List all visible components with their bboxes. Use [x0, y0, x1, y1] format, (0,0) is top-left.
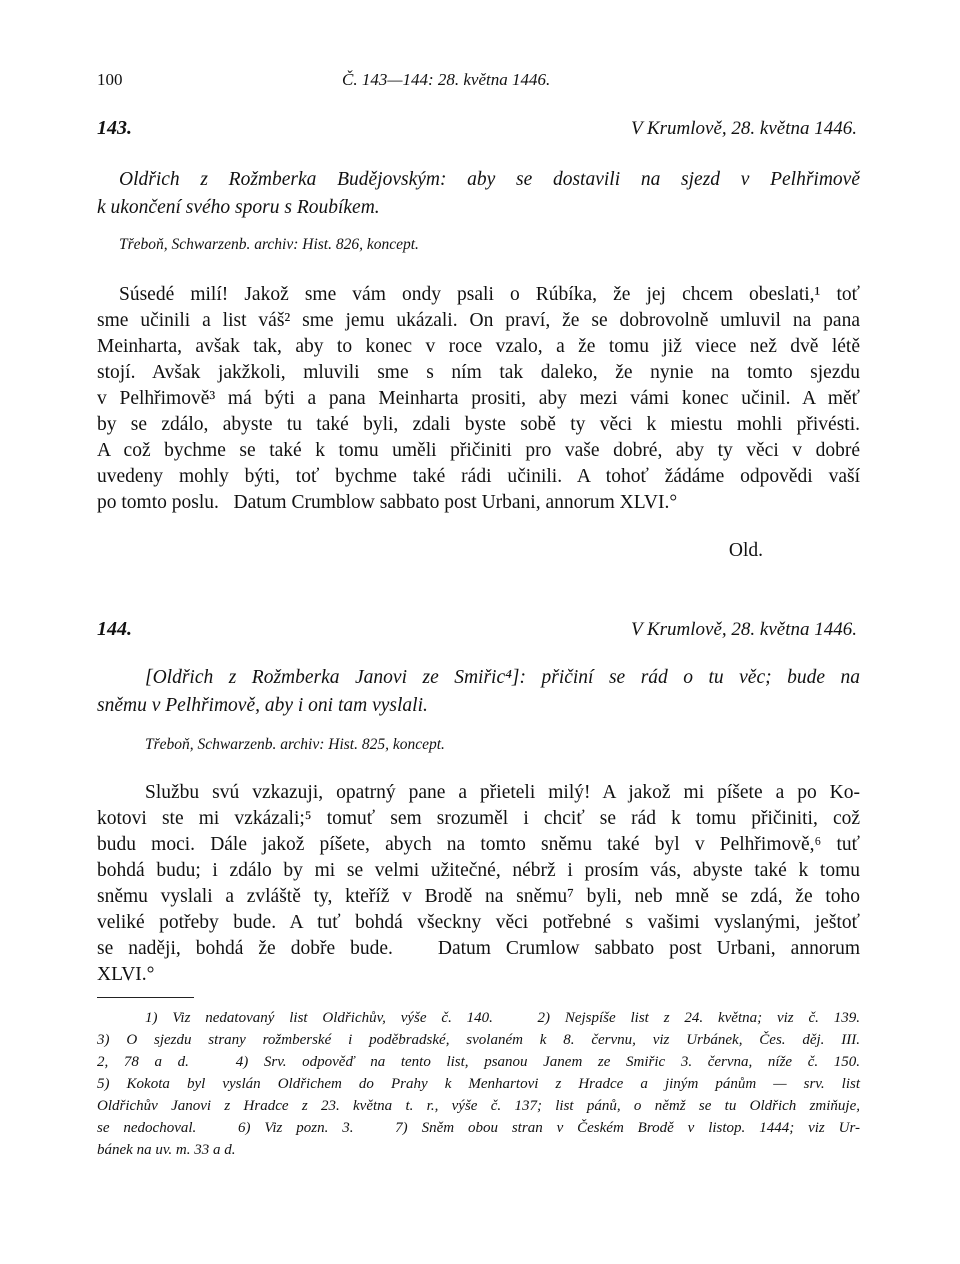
entry-144-place-date: V Krumlově, 28. května 1446.	[630, 619, 857, 640]
text-line: bohdá budu; i zdálo by mi se velmi užitečné, nébrž i prosím vás, abyste také k tomu	[97, 860, 860, 881]
text-line: XLVI.°	[97, 964, 155, 985]
entry-144-source: Třeboň, Schwarzenb. archiv: Hist. 825, koncept.	[145, 736, 445, 753]
page-number: 100	[97, 70, 123, 89]
footnote-line: 2, 78 a d. 4) Srv. odpověď na tento list, psanou Janem ze Smiřic 3. června, níže č. 150.	[97, 1054, 860, 1070]
regest-line: [Oldřich z Rožmberka Janovi ze Smiřic⁴]: přičiní se rád o tu věc; bude na	[145, 667, 860, 688]
text-line: uvedeny mohly býti, toť bychme také rádi učinili. A tohoť žádáme odpovědi vaší	[97, 466, 860, 487]
footnote-line: Oldřichův Janovi z Hradce z 23. května t. r., výše č. 137; list pánů, o němž se tu Oldřich zmiňuje,	[97, 1098, 860, 1114]
entry-144-number: 144.	[97, 618, 132, 640]
regest-line: Oldřich z Rožmberka Budějovským: aby se dostavili na sjezd v Pelhřimově	[119, 169, 860, 190]
footnote-rule	[97, 997, 194, 998]
text-line: v Pelhřimově³ má býti a pana Meinharta prositi, aby mezi vámi konec učinil. A měť	[97, 388, 860, 409]
entry-143-place-date: V Krumlově, 28. května 1446.	[630, 118, 857, 139]
regest-line: k ukončení svého sporu s Roubíkem.	[97, 197, 380, 218]
text-line: stojí. Avšak jakžkoli, mluvili sme s ním tak daleko, že nynie na tomto sjezdu	[97, 362, 860, 383]
entry-144-regest	[97, 664, 860, 720]
entry-143-source: Třeboň, Schwarzenb. archiv: Hist. 826, koncept.	[119, 236, 419, 253]
footnote-line: se nedochoval. 6) Viz pozn. 3. 7) Sněm obou stran v Českém Brodě v listop. 1444; viz Ur-	[97, 1120, 860, 1136]
text-line: se naději, bohdá že dobře bude. Datum Crumlow sabbato post Urbani, annorum	[97, 938, 860, 959]
footnote-line: bánek na uv. m. 33 a d.	[97, 1142, 236, 1158]
text-line: veliké potřeby bude. A tuť bohdá všeckny věci potřebné s vašimi vyslanými, ještoť	[97, 912, 860, 933]
text-line: A což bychme se také k tomu uměli přičiniti pro vaše dobré, aby ty věci v dobré	[97, 440, 860, 461]
text-line: po tomto poslu. Datum Crumblow sabbato post Urbani, annorum XLVI.°	[97, 492, 678, 513]
entry-143-signature: Old.	[728, 540, 763, 561]
text-line: sněmu vyslali a zvláště ty, kteříž v Brodě na sněmu⁷ byli, neb mně se zdá, že toho	[97, 886, 860, 907]
text-line: Službu svú vzkazuji, opatrný pane a přieteli milý! A jakož mi píšete a po Ko-	[145, 782, 860, 803]
text-line: kotovi ste mi vzkázali;⁵ tomuť sem srozuměl i chciť se rád k tomu přičiniti, což	[97, 808, 860, 829]
entry-143-regest	[97, 166, 860, 222]
text-line: Súsedé milí! Jakož sme vám ondy psali o Rúbíka, že jej chcem obeslati,¹ toť	[119, 284, 860, 305]
entry-143-number: 143.	[97, 117, 132, 139]
text-line: sme učinili a list váš² sme jemu ukázali. On praví, že se dobrovolně umluvil na pana	[97, 310, 860, 331]
text-line: Meinharta, avšak tak, aby to konec v roce vzalo, a že tomu již viece než dvě létě	[97, 336, 860, 357]
running-head	[97, 70, 857, 98]
text-line: budu moci. Dále jakož píšete, abych na tomto sněmu také byl v Pelhřimově,⁶ tuť	[97, 834, 860, 855]
footnote-line: 5) Kokota byl vyslán Oldřichem do Prahy k Menhartovi z Hradce a jiným pánům — srv. list	[97, 1076, 860, 1092]
regest-line: sněmu v Pelhřimově, aby i oni tam vyslali.	[97, 695, 428, 716]
text-line: by se zdálo, abyste tu také byli, zdali byste sobě ty věci k miestu mohli přivésti.	[97, 414, 860, 435]
footnote-line: 1) Viz nedatovaný list Oldřichův, výše č. 140. 2) Nejspíše list z 24. května; viz č. 139.	[145, 1010, 860, 1026]
footnote-line: 3) O sjezdu strany rožmberské i poděbradské, svolaném k 8. červnu, viz Urbánek, Čes. děj. III.	[97, 1032, 860, 1048]
running-head-reference: Č. 143—144: 28. května 1446.	[342, 70, 551, 89]
